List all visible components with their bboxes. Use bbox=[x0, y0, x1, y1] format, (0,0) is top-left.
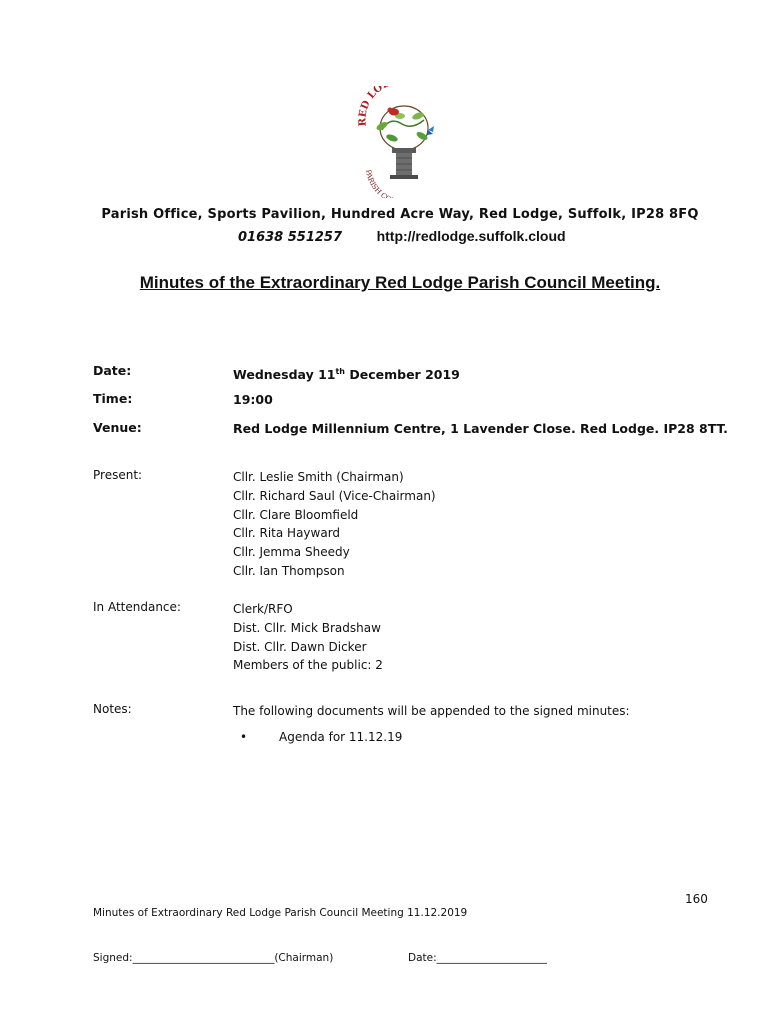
list-item: Dist. Cllr. Mick Bradshaw bbox=[233, 620, 381, 635]
time-value: 19:00 bbox=[233, 392, 273, 407]
notes-label: Notes: bbox=[93, 702, 132, 716]
present-label: Present: bbox=[93, 468, 143, 482]
document-title: Minutes of the Extraordinary Red Lodge Parish Council Meeting. bbox=[139, 273, 661, 292]
signature-line: Signed:___________________________(Chairman) bbox=[93, 952, 334, 964]
contact-line bbox=[238, 228, 566, 245]
logo-top-text: RED LO bbox=[357, 86, 386, 127]
present-list bbox=[233, 468, 436, 581]
signature-date-line: Date:_____________________ bbox=[408, 952, 547, 964]
notes-item: Agenda for 11.12.19 bbox=[279, 730, 403, 744]
list-item: Dist. Cllr. Dawn Dicker bbox=[233, 639, 367, 654]
date-value: Wednesday 11th December 2019 bbox=[233, 367, 460, 383]
time-label: Time: bbox=[93, 391, 133, 406]
list-item: Cllr. Jemma Sheedy bbox=[233, 545, 350, 560]
list-item: Cllr. Clare Bloomfield bbox=[233, 507, 359, 522]
list-item: Clerk/RFO bbox=[233, 602, 293, 616]
bullet-icon: • bbox=[240, 730, 248, 744]
venue-label: Venue: bbox=[93, 420, 142, 435]
parish-council-logo bbox=[352, 86, 452, 198]
venue-value: Red Lodge Millennium Centre, 1 Lavender Close. Red Lodge. IP28 8TT. bbox=[233, 421, 728, 436]
website-link[interactable]: http://redlodge.suffolk.cloud bbox=[376, 228, 566, 244]
office-phone: 01638 551257 bbox=[238, 230, 343, 245]
page-number: 160 bbox=[685, 892, 708, 906]
logo-bottom-text: PARISH C bbox=[363, 168, 389, 198]
list-item: Cllr. Rita Hayward bbox=[233, 526, 341, 541]
list-item: Cllr. Richard Saul (Vice-Chairman) bbox=[233, 488, 436, 503]
footer-doc-ref: Minutes of Extraordinary Red Lodge Parish Council Meeting 11.12.2019 bbox=[93, 907, 468, 919]
notes-text: The following documents will be appended to the signed minutes: bbox=[233, 704, 630, 718]
office-address: Parish Office, Sports Pavilion, Hundred Acre Way, Red Lodge, Suffolk, IP28 8FQ bbox=[101, 207, 699, 222]
attendance-label: In Attendance: bbox=[93, 600, 181, 614]
list-item: Members of the public: 2 bbox=[233, 658, 383, 673]
list-item: Cllr. Leslie Smith (Chairman) bbox=[233, 470, 404, 484]
attendance-list bbox=[233, 600, 383, 675]
date-label: Date: bbox=[93, 363, 132, 378]
list-item: Cllr. Ian Thompson bbox=[233, 563, 345, 578]
